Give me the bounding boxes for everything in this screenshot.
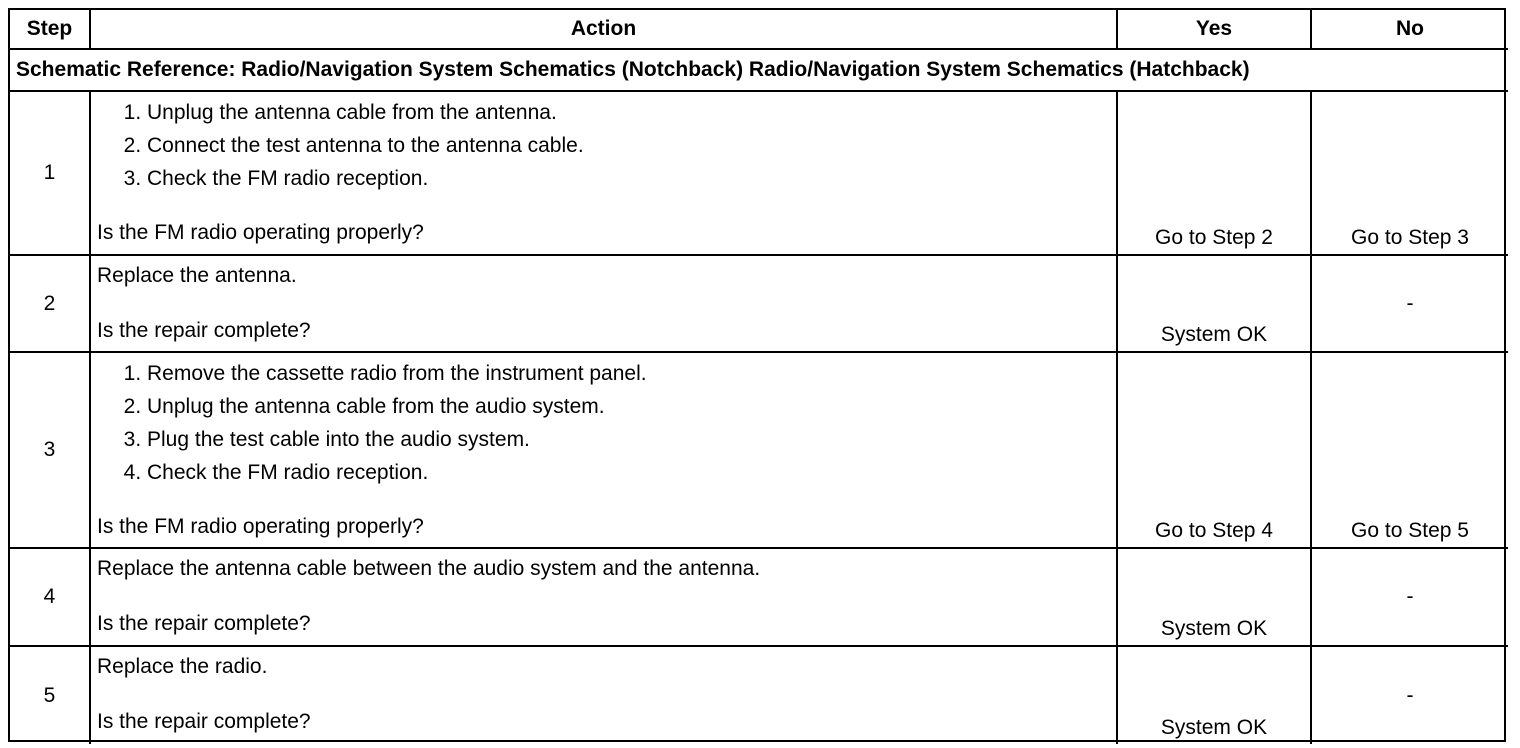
no-result: - (1311, 255, 1508, 352)
header-step: Step (10, 10, 90, 49)
question: Is the repair complete? (97, 319, 311, 342)
header-action: Action (90, 10, 1117, 49)
action-text: Replace the antenna cable between the audio system and the antenna. (97, 557, 761, 580)
action-cell (90, 646, 1117, 744)
action-cell (90, 91, 1117, 255)
action-cell (90, 352, 1117, 548)
question: Is the FM radio operating properly? (97, 221, 424, 244)
action-text: Replace the antenna. (97, 264, 297, 287)
question: Is the repair complete? (97, 710, 311, 733)
table-row (10, 352, 1508, 548)
yes-result: System OK (1117, 255, 1311, 352)
action-cell (90, 255, 1117, 352)
substep: 4. Check the FM radio reception. (147, 456, 1110, 489)
schematic-reference: Schematic Reference: Radio/Navigation System Schematics (Notchback) Radio/Navigation System Schematics (Hatchback) (10, 49, 1508, 91)
substep-list (97, 357, 1110, 489)
table-row (10, 91, 1508, 255)
no-result: Go to Step 5 (1311, 352, 1508, 548)
table-row (10, 548, 1508, 646)
action-text: Replace the radio. (97, 655, 268, 678)
step-number: 2 (10, 255, 90, 352)
step-number: 3 (10, 352, 90, 548)
no-result: - (1311, 548, 1508, 646)
question: Is the FM radio operating properly? (97, 515, 424, 538)
header-no: No (1311, 10, 1508, 49)
substep: 2. Unplug the antenna cable from the audio system. (147, 390, 1110, 423)
substep: 1. Remove the cassette radio from the instrument panel. (147, 357, 1110, 390)
action-cell (90, 548, 1117, 646)
step-number: 5 (10, 646, 90, 744)
diagnostic-table (10, 10, 1508, 744)
yes-result: System OK (1117, 646, 1311, 744)
substep: 2. Connect the test antenna to the antenna cable. (147, 129, 1110, 162)
schematic-reference-row (10, 49, 1508, 91)
no-result: - (1311, 646, 1508, 744)
diagnostic-table-frame (8, 8, 1506, 742)
substep-list (97, 96, 1110, 195)
header-row (10, 10, 1508, 49)
table-row (10, 255, 1508, 352)
step-number: 1 (10, 91, 90, 255)
substep: 1. Unplug the antenna cable from the antenna. (147, 96, 1110, 129)
no-result: Go to Step 3 (1311, 91, 1508, 255)
step-number: 4 (10, 548, 90, 646)
yes-result: System OK (1117, 548, 1311, 646)
yes-result: Go to Step 4 (1117, 352, 1311, 548)
header-yes: Yes (1117, 10, 1311, 49)
yes-result: Go to Step 2 (1117, 91, 1311, 255)
substep: 3. Check the FM radio reception. (147, 162, 1110, 195)
table-row (10, 646, 1508, 744)
substep: 3. Plug the test cable into the audio system. (147, 423, 1110, 456)
question: Is the repair complete? (97, 612, 311, 635)
